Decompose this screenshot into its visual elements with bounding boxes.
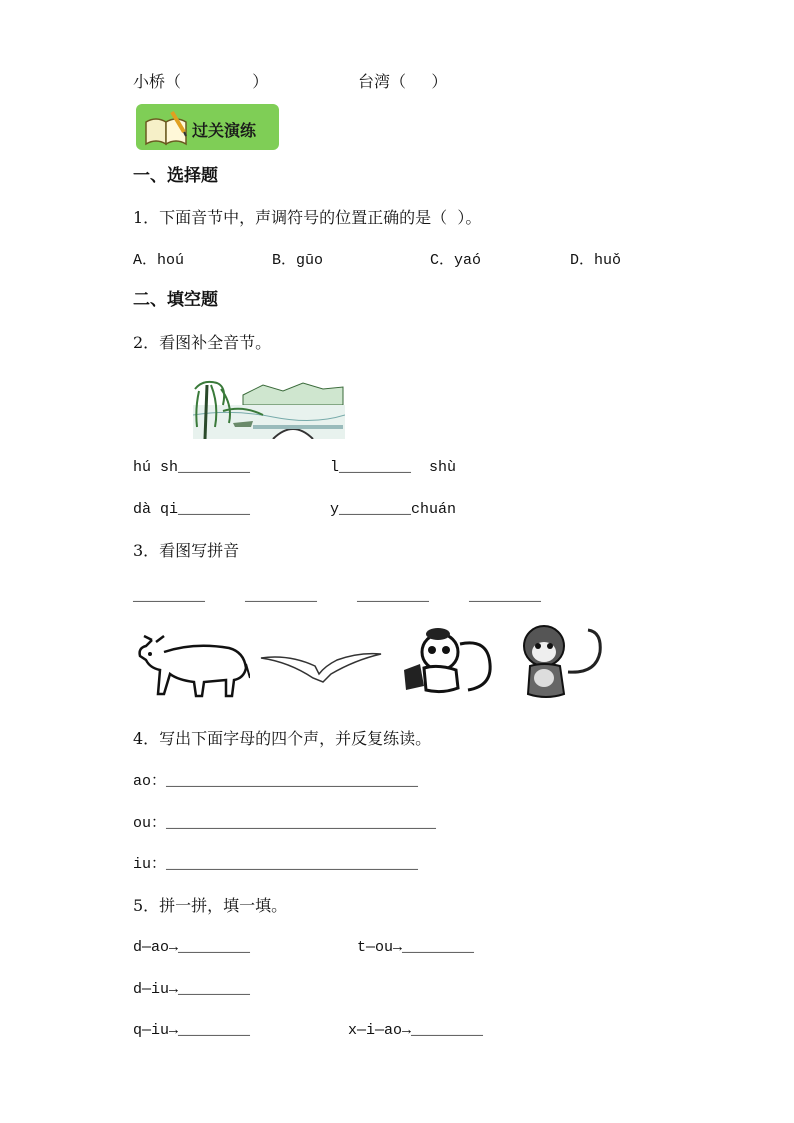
q4-stem: 4．写出下面字母的四个声，并反复练读。 — [133, 729, 432, 748]
q3-stem: 3．看图写拼音 — [133, 541, 240, 560]
q2-stem: 2．看图补全音节。 — [133, 333, 272, 352]
seagull-illustration — [259, 650, 383, 684]
ox-illustration — [134, 634, 250, 700]
lake-willow-bridge-illustration — [193, 375, 345, 439]
q3-blank-1: ________ — [133, 588, 206, 605]
q1-option-a: A．hoú — [133, 252, 185, 269]
q3-blank-2: ________ — [245, 588, 318, 605]
banner-label: 过关演练 — [192, 121, 257, 140]
q5-blank-qiu: q—iu→________ — [133, 1022, 251, 1039]
section-heading-fill: 二、填空题 — [133, 290, 218, 310]
q1-option-c: C．yaó — [430, 252, 482, 269]
q1-stem: 1．下面音节中，声调符号的位置正确的是（ ）。 — [133, 208, 482, 227]
q2-blank-3: dà qi________ — [133, 501, 251, 518]
q1-option-b: B．gūo — [272, 252, 324, 269]
monkey-illustration — [516, 622, 604, 700]
book-pencil-icon — [142, 108, 192, 148]
q3-blank-4: ________ — [469, 588, 542, 605]
taiwan-blank: 台湾（ ） — [358, 72, 448, 91]
section-heading-choice: 一、选择题 — [133, 166, 218, 186]
q2-blank-1: hú sh________ — [133, 459, 251, 476]
q5-blank-diu: d—iu→________ — [133, 981, 251, 998]
q2-blank-4: y________chuán — [330, 501, 457, 518]
q4-row-ou: ou：______________________________ — [133, 815, 437, 832]
q5-blank-xiao: x—i—ao→________ — [348, 1022, 484, 1039]
q2-blank-2: l________ shù — [330, 459, 457, 476]
q3-blank-3: ________ — [357, 588, 430, 605]
xiaoqiao-blank: 小桥（ ） — [133, 72, 269, 91]
q5-blank-dao: d—ao→________ — [133, 939, 251, 956]
q5-blank-tou: t—ou→________ — [357, 939, 475, 956]
q5-stem: 5．拼一拼，填一填。 — [133, 896, 288, 915]
q4-row-iu: iu：____________________________ — [133, 856, 419, 873]
practice-banner — [136, 104, 279, 150]
squirrel-illustration — [398, 624, 494, 696]
q4-row-ao: ao：____________________________ — [133, 773, 419, 790]
q1-option-d: D．huǒ — [570, 252, 622, 269]
